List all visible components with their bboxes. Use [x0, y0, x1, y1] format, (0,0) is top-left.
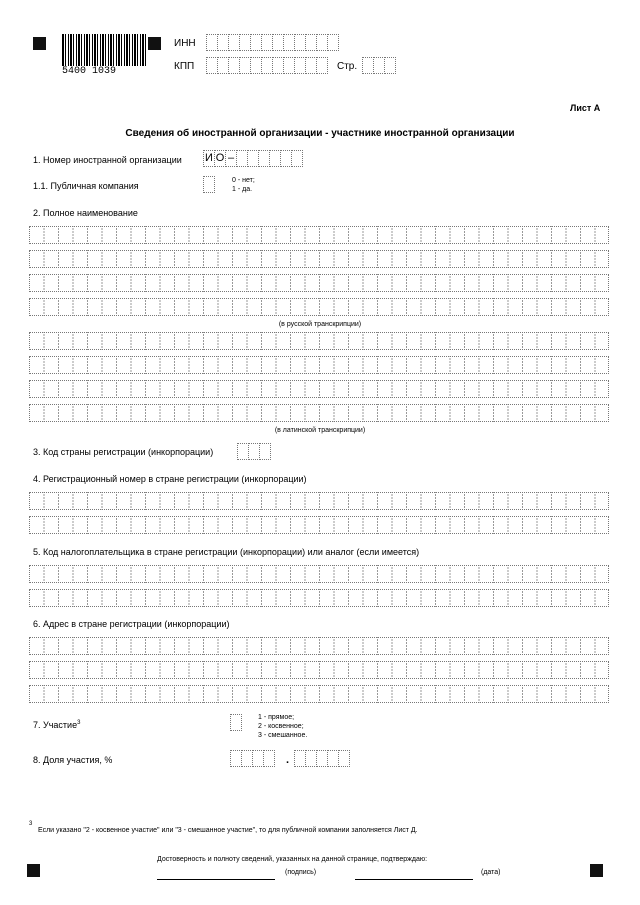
footnote-mark: 3	[29, 821, 33, 827]
address-row-1[interactable]	[29, 637, 609, 655]
name-ru-row-4[interactable]	[29, 298, 609, 316]
participation-hint-3: 3 - смешанное.	[258, 732, 308, 739]
share-fraction-field[interactable]	[294, 750, 349, 767]
page-title: Сведения об иностранной организации - участнике иностранной организации	[125, 128, 515, 139]
share-integer-field[interactable]	[230, 750, 274, 767]
foreign-org-number-field[interactable]	[203, 150, 302, 167]
field-5-label: 5. Код налогоплательщика в стране регистрации (инкорпорации) или аналог (если имеется)	[33, 547, 420, 557]
participation-hint-2: 2 - косвенное;	[258, 723, 304, 730]
inn-label: ИНН	[174, 38, 196, 49]
prefix-dash: –	[225, 150, 237, 167]
field-2-label: 2. Полное наименование	[33, 208, 138, 218]
inn-field[interactable]	[206, 34, 338, 51]
registration-marker-bottom-right	[590, 864, 603, 877]
participation-type-field[interactable]	[230, 714, 241, 731]
address-row-2[interactable]	[29, 661, 609, 679]
registration-marker-top-mid	[148, 37, 161, 50]
signature-caption: (подпись)	[285, 869, 317, 876]
barcode	[62, 34, 146, 66]
reg-number-row-2[interactable]	[29, 516, 609, 534]
country-code-field[interactable]	[237, 443, 270, 460]
sheet-label: Лист А	[570, 103, 601, 113]
page-number-field[interactable]	[362, 57, 395, 74]
date-caption: (дата)	[481, 869, 501, 876]
name-lat-row-4[interactable]	[29, 404, 609, 422]
field-7-label-text: 7. Участие	[33, 720, 78, 730]
field-7-label	[33, 720, 80, 730]
participation-hint-1: 1 - прямое;	[258, 714, 295, 721]
prefix-cell-1: И	[203, 150, 215, 167]
public-company-field[interactable]	[203, 176, 214, 193]
footnote-text: Если указано "2 - косвенное участие" или "3 - смешанное участие", то для публичной компании заполняется Лист Д.	[38, 827, 418, 834]
name-lat-caption: (в латинской транскрипции)	[274, 427, 366, 434]
reg-number-row-1[interactable]	[29, 492, 609, 510]
name-lat-row-3[interactable]	[29, 380, 609, 398]
date-line[interactable]	[355, 879, 473, 880]
tax-code-row-1[interactable]	[29, 565, 609, 583]
public-company-hint-0: 0 - нет;	[232, 177, 255, 184]
name-ru-caption: (в русской транскрипции)	[278, 321, 362, 328]
barcode-number: 5400 1039	[62, 66, 117, 77]
field-1-label: 1. Номер иностранной организации	[33, 155, 182, 165]
name-lat-row-1[interactable]	[29, 332, 609, 350]
kpp-label: КПП	[174, 61, 195, 72]
field-8-label: 8. Доля участия, %	[33, 755, 113, 765]
registration-marker-top-left	[33, 37, 46, 50]
kpp-field[interactable]	[206, 57, 327, 74]
name-ru-row-3[interactable]	[29, 274, 609, 292]
field-6-label: 6. Адрес в стране регистрации (инкорпорации)	[33, 619, 230, 629]
field-7-footnote-mark: 3	[77, 720, 81, 726]
field-3-label: 3. Код страны регистрации (инкорпорации)	[33, 447, 214, 457]
name-ru-row-2[interactable]	[29, 250, 609, 268]
share-decimal-point: .	[286, 754, 290, 766]
name-lat-row-2[interactable]	[29, 356, 609, 374]
tax-code-row-2[interactable]	[29, 589, 609, 607]
public-company-hint-1: 1 - да.	[232, 186, 253, 193]
confirmation-text: Достоверность и полноту сведений, указанных на данной странице, подтверждаю:	[157, 856, 428, 863]
registration-marker-bottom-left	[27, 864, 40, 877]
address-row-3[interactable]	[29, 685, 609, 703]
field-1-1-label: 1.1. Публичная компания	[33, 181, 139, 191]
name-ru-row-1[interactable]	[29, 226, 609, 244]
signature-line[interactable]	[157, 879, 275, 880]
field-4-label: 4. Регистрационный номер в стране регистрации (инкорпорации)	[33, 474, 307, 484]
page-label: Стр.	[337, 61, 358, 72]
prefix-cell-2: О	[214, 150, 226, 167]
